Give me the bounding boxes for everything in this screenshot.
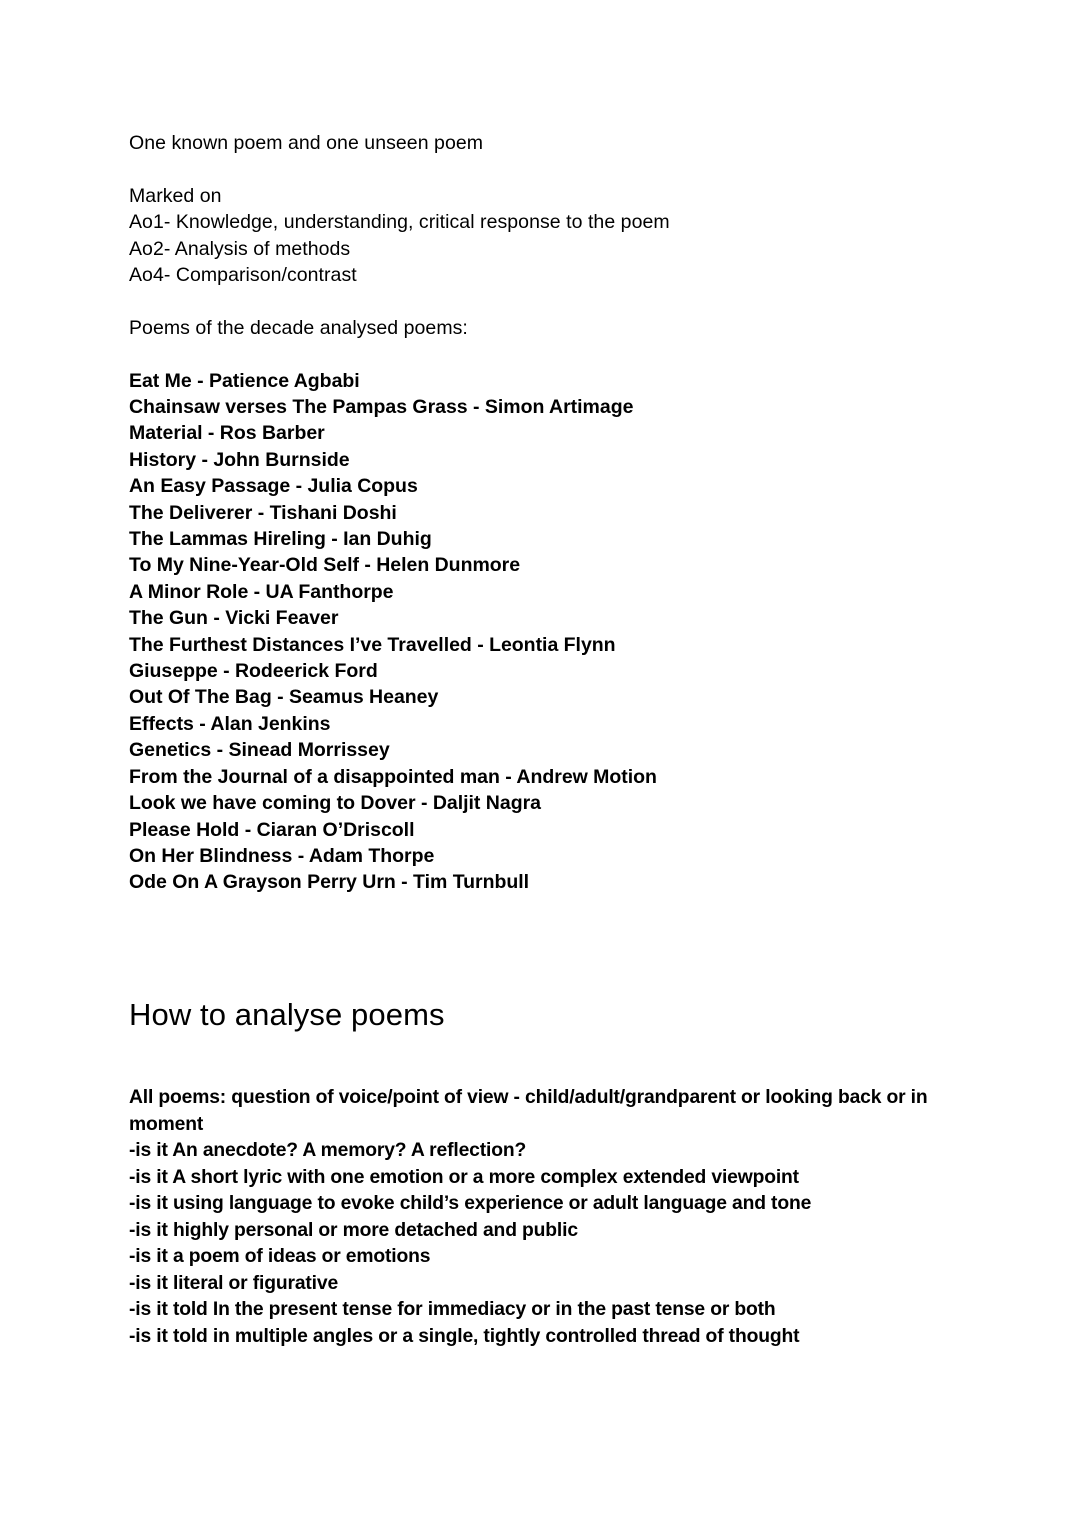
poem-list-item: Eat Me - Patience Agbabi [129,369,360,392]
poem-list-item: Chainsaw verses The Pampas Grass - Simon Artimage [129,396,634,419]
blank-line-3 [129,341,989,367]
analysis-line: -is it told In the present tense for immediacy or in the past tense or both [129,1299,776,1320]
analysis-heading-block [129,996,929,1034]
poem-list-item: From the Journal of a disappointed man - Andrew Motion [129,765,657,788]
analysis-line: -is it A short lyric with one emotion or a more complex extended viewpoint [129,1166,799,1188]
marked-on-label: Marked on [129,184,222,207]
analysis-line: -is it An anecdote? A memory? A reflection? [129,1140,527,1161]
poem-list-item: Genetics - Sinead Morrissey [129,739,390,762]
poem-list-item: To My Nine-Year-Old Self - Helen Dunmore [129,554,521,577]
intro-and-poem-list [129,130,989,896]
analysis-line: -is it literal or figurative [129,1272,339,1294]
poem-list-item: Out Of The Bag - Seamus Heaney [129,686,439,709]
poem-list-item: Material - Ros Barber [129,422,325,445]
assessment-objective-ao4: Ao4- Comparison/contrast [129,264,357,287]
poem-list-item: Please Hold - Ciaran O’Driscoll [129,818,415,841]
assessment-objective-ao2: Ao2- Analysis of methods [129,237,351,260]
analysis-line: -is it highly personal or more detached and public [129,1219,578,1241]
exam-format-line: One known poem and one unseen poem [129,132,484,154]
poem-list-item: On Her Blindness - Adam Thorpe [129,844,435,867]
poem-list-item: Giuseppe - Rodeerick Ford [129,660,378,683]
analysis-line: All poems: question of voice/point of view - child/adult/grandparent or looking back or in moment [129,1087,933,1135]
poem-list [129,368,989,896]
assessment-objective-ao1: Ao1- Knowledge, understanding, critical response to the poem [129,211,670,234]
analysis-line: -is it a poem of ideas or emotions [129,1246,431,1267]
analysis-line: -is it using language to evoke child’s experience or adult language and tone [129,1193,812,1214]
poem-list-item: History - John Burnside [129,448,350,471]
poem-list-item: Ode On A Grayson Perry Urn - Tim Turnbull [129,871,530,894]
poem-list-item: An Easy Passage - Julia Copus [129,475,418,498]
poem-list-item: Look we have coming to Dover - Daljit Nagra [129,792,541,815]
poem-list-item: The Deliverer - Tishani Doshi [129,501,397,524]
poem-list-item: Effects - Alan Jenkins [129,712,331,735]
poem-list-item: The Furthest Distances I’ve Travelled - Leontia Flynn [129,633,616,656]
poems-list-label: Poems of the decade analysed poems: [129,316,468,339]
blank-line-1 [129,156,989,182]
analysis-line: -is it told in multiple angles or a single, tightly controlled thread of thought [129,1325,800,1347]
section-heading: How to analyse poems [129,997,445,1032]
blank-line-2 [129,288,989,314]
poem-list-item: A Minor Role - UA Fanthorpe [129,580,394,603]
poem-list-item: The Gun - Vicki Feaver [129,607,339,630]
poem-list-item: The Lammas Hireling - Ian Duhig [129,528,432,551]
analysis-guidance-block [129,1085,981,1350]
